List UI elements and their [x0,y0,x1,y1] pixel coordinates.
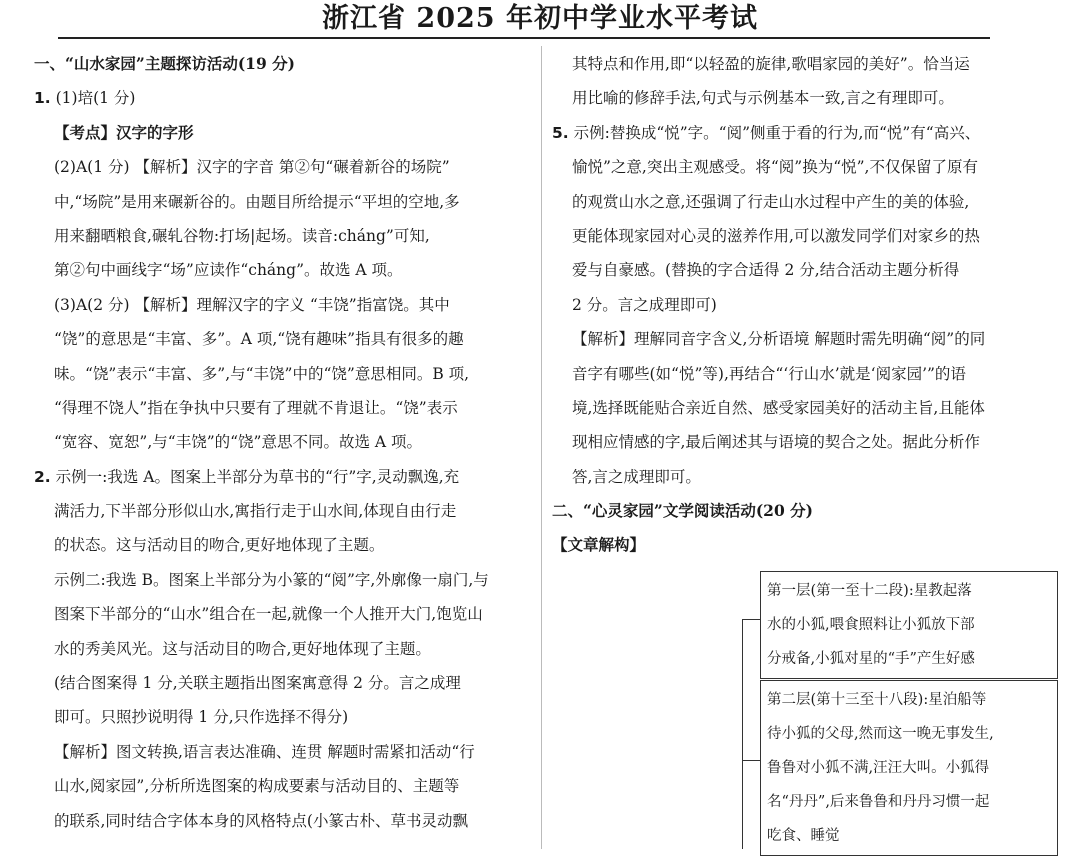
left-column-line [34,666,532,700]
right-column-line [552,425,1052,459]
left-column-text: (3)A(2 分) 【解析】理解汉字的字义 “丰饶”指富饶。其中 [54,295,450,314]
left-column-line [34,700,532,734]
right-column-text: 二、“心灵家园”文学阅读活动(20 分) [552,501,813,521]
left-column-text: “宽容、宽恕”,与“丰饶”的“饶”意思不同。故选 A 项。 [54,433,423,452]
right-column-text: 【文章解构】 [552,535,646,555]
right-column-line [552,528,1052,562]
right-column-line [552,494,1052,528]
left-column-line [34,391,532,425]
left-column-text: 满活力,下半部分形似山水,寓指行走于山水间,体现自由行走 [54,502,457,521]
left-column-line [34,769,532,803]
structure-box-line: 水的小狐,喂食照料让小狐放下部 [767,617,975,633]
right-column-line [552,391,1052,425]
left-column-line [34,804,532,838]
left-column-line [34,81,532,115]
structure-tick-2 [742,760,760,761]
structure-box-line: 第一层(第一至十二段):星教起落 [767,583,972,599]
right-column-line [552,288,1052,322]
left-column-text: (结合图案得 1 分,关联主题指出图案寓意得 2 分。言之成理 [54,674,461,693]
structure-box-line: 第二层(第十三至十八段):星泊船等 [767,692,987,708]
right-column-line [552,322,1052,356]
right-column-line [552,253,1052,287]
right-column [552,47,1052,563]
right-column-line [552,150,1052,184]
right-column-text: 用比喻的修辞手法,句式与示例基本一致,言之有理即可。 [572,89,954,108]
question-number: 5. [552,123,569,142]
left-column-text: 山水,阅家园”,分析所选图案的构成要素与活动目的、主题等 [54,777,460,796]
right-column-text: 的观赏山水之意,还强调了行走山水过程中产生的美的体验, [572,192,970,211]
structure-tick-1 [742,619,760,620]
right-column-line [552,116,1052,150]
left-column-text: (1)培(1 分) [50,89,136,108]
right-column-text: 2 分。言之成理即可) [572,295,717,314]
right-column-line [552,81,1052,115]
left-column-line [34,288,532,322]
right-column-line [552,185,1052,219]
right-column-text: 更能体现家园对心灵的滋养作用,可以激发同学们对家乡的热 [572,226,980,245]
right-column-text: 音字有哪些(如“悦”等),再结合“‘行山水’就是‘阅家园’”的语 [572,364,966,383]
right-column-line [552,460,1052,494]
structure-bracket [742,619,743,849]
left-column-text: 中,“场院”是用来碾新谷的。由题目所给提示“平坦的空地,多 [54,192,460,211]
left-column-text: 第②句中画线字“场”应读作“cháng”。故选 A 项。 [54,261,403,280]
structure-box-layer-1 [760,571,1058,679]
left-column-text: “得理不饶人”指在争执中只要有了理就不肯退让。“饶”表示 [54,398,458,417]
left-column [34,47,532,838]
right-column-line [552,219,1052,253]
column-divider [541,46,542,849]
left-column-text: 【考点】汉字的字形 [54,122,194,142]
left-column-text: 水的秀美风光。这与活动目的吻合,更好地体现了主题。 [54,639,431,658]
left-column-text: 图案下半部分的“山水”组合在一起,就像一个人推开大门,饱览山 [54,605,483,624]
structure-box-line: 鲁鲁对小狐不满,汪汪大叫。小狐得 [767,760,990,776]
left-column-text: 的状态。这与活动目的吻合,更好地体现了主题。 [54,536,385,555]
left-column-text: 示例一:我选 A。图案上半部分为草书的“行”字,灵动飘逸,充 [50,467,460,486]
left-column-line [34,528,532,562]
left-column-text: 味。“饶”表示“丰富、多”,与“丰饶”中的“饶”意思相同。B 项, [54,364,470,383]
left-column-text: 用来翻晒粮食,碾轧谷物:打场|起场。读音:cháng”可知, [54,226,430,245]
structure-box-line: 待小狐的父母,然而这一晚无事发生, [767,726,994,742]
left-column-text: 一、“山水家园”主题探访活动(19 分) [34,54,295,73]
right-column-text: 愉悦”之意,突出主观感受。将“阅”换为“悦”,不仅保留了原有 [572,158,978,177]
left-column-line [34,494,532,528]
left-column-line [34,597,532,631]
question-number: 2. [34,467,51,486]
left-column-line [34,185,532,219]
structure-box-line: 吃食、睡觉 [767,828,840,844]
right-column-text: 境,选择既能贴合亲近自然、感受家园美好的活动主旨,且能体 [572,398,985,417]
structure-box-line: 名“丹丹”,后来鲁鲁和丹丹习惯一起 [767,794,990,810]
right-column-text: 【解析】理解同音字含义,分析语境 解题时需先明确“阅”的同 [572,330,986,349]
question-number: 1. [34,89,51,108]
left-column-line [34,357,532,391]
left-column-line [34,219,532,253]
right-column-text: 答,言之成理即可。 [572,467,701,486]
left-column-line [34,460,532,494]
left-column-text: “饶”的意思是“丰富、多”。A 项,“饶有趣味”指具有很多的趣 [54,330,464,349]
left-column-line [34,253,532,287]
page-title: 浙江省 2025 年初中学业水平考试 [322,3,758,34]
right-column-text: 爱与自豪感。(替换的字合适得 2 分,结合活动主题分析得 [572,261,960,280]
left-column-text: 的联系,同时结合字体本身的风格特点(小篆古朴、草书灵动飘 [54,811,468,830]
left-column-line [34,322,532,356]
right-column-line [552,47,1052,81]
right-column-text: 现相应情感的字,最后阐述其与语境的契合之处。据此分析作 [572,433,980,452]
left-column-line [34,47,532,81]
right-column-line [552,357,1052,391]
left-column-text: 示例二:我选 B。图案上半部分为小篆的“阅”字,外廓像一扇门,与 [54,570,489,589]
left-column-text: 【解析】图文转换,语言表达准确、连贯 解题时需紧扣活动“行 [54,742,475,761]
left-column-text: 即可。只照抄说明得 1 分,只作选择不得分) [54,708,349,727]
left-column-line [34,563,532,597]
structure-box-layer-2 [760,680,1058,856]
left-column-line [34,150,532,184]
right-column-text: 其特点和作用,即“以轻盈的旋律,歌唱家园的美好”。恰当运 [572,55,970,73]
left-column-line [34,116,532,150]
left-column-line [34,425,532,459]
structure-box-line: 分戒备,小狐对星的“手”产生好感 [767,651,975,667]
left-column-text: (2)A(1 分) 【解析】汉字的字音 第②句“碾着新谷的场院” [54,158,450,177]
title-underline [58,37,990,39]
right-column-text: 示例:替换成“悦”字。“阅”侧重于看的行为,而“悦”有“高兴、 [568,123,981,142]
left-column-line [34,632,532,666]
left-column-line [34,735,532,769]
